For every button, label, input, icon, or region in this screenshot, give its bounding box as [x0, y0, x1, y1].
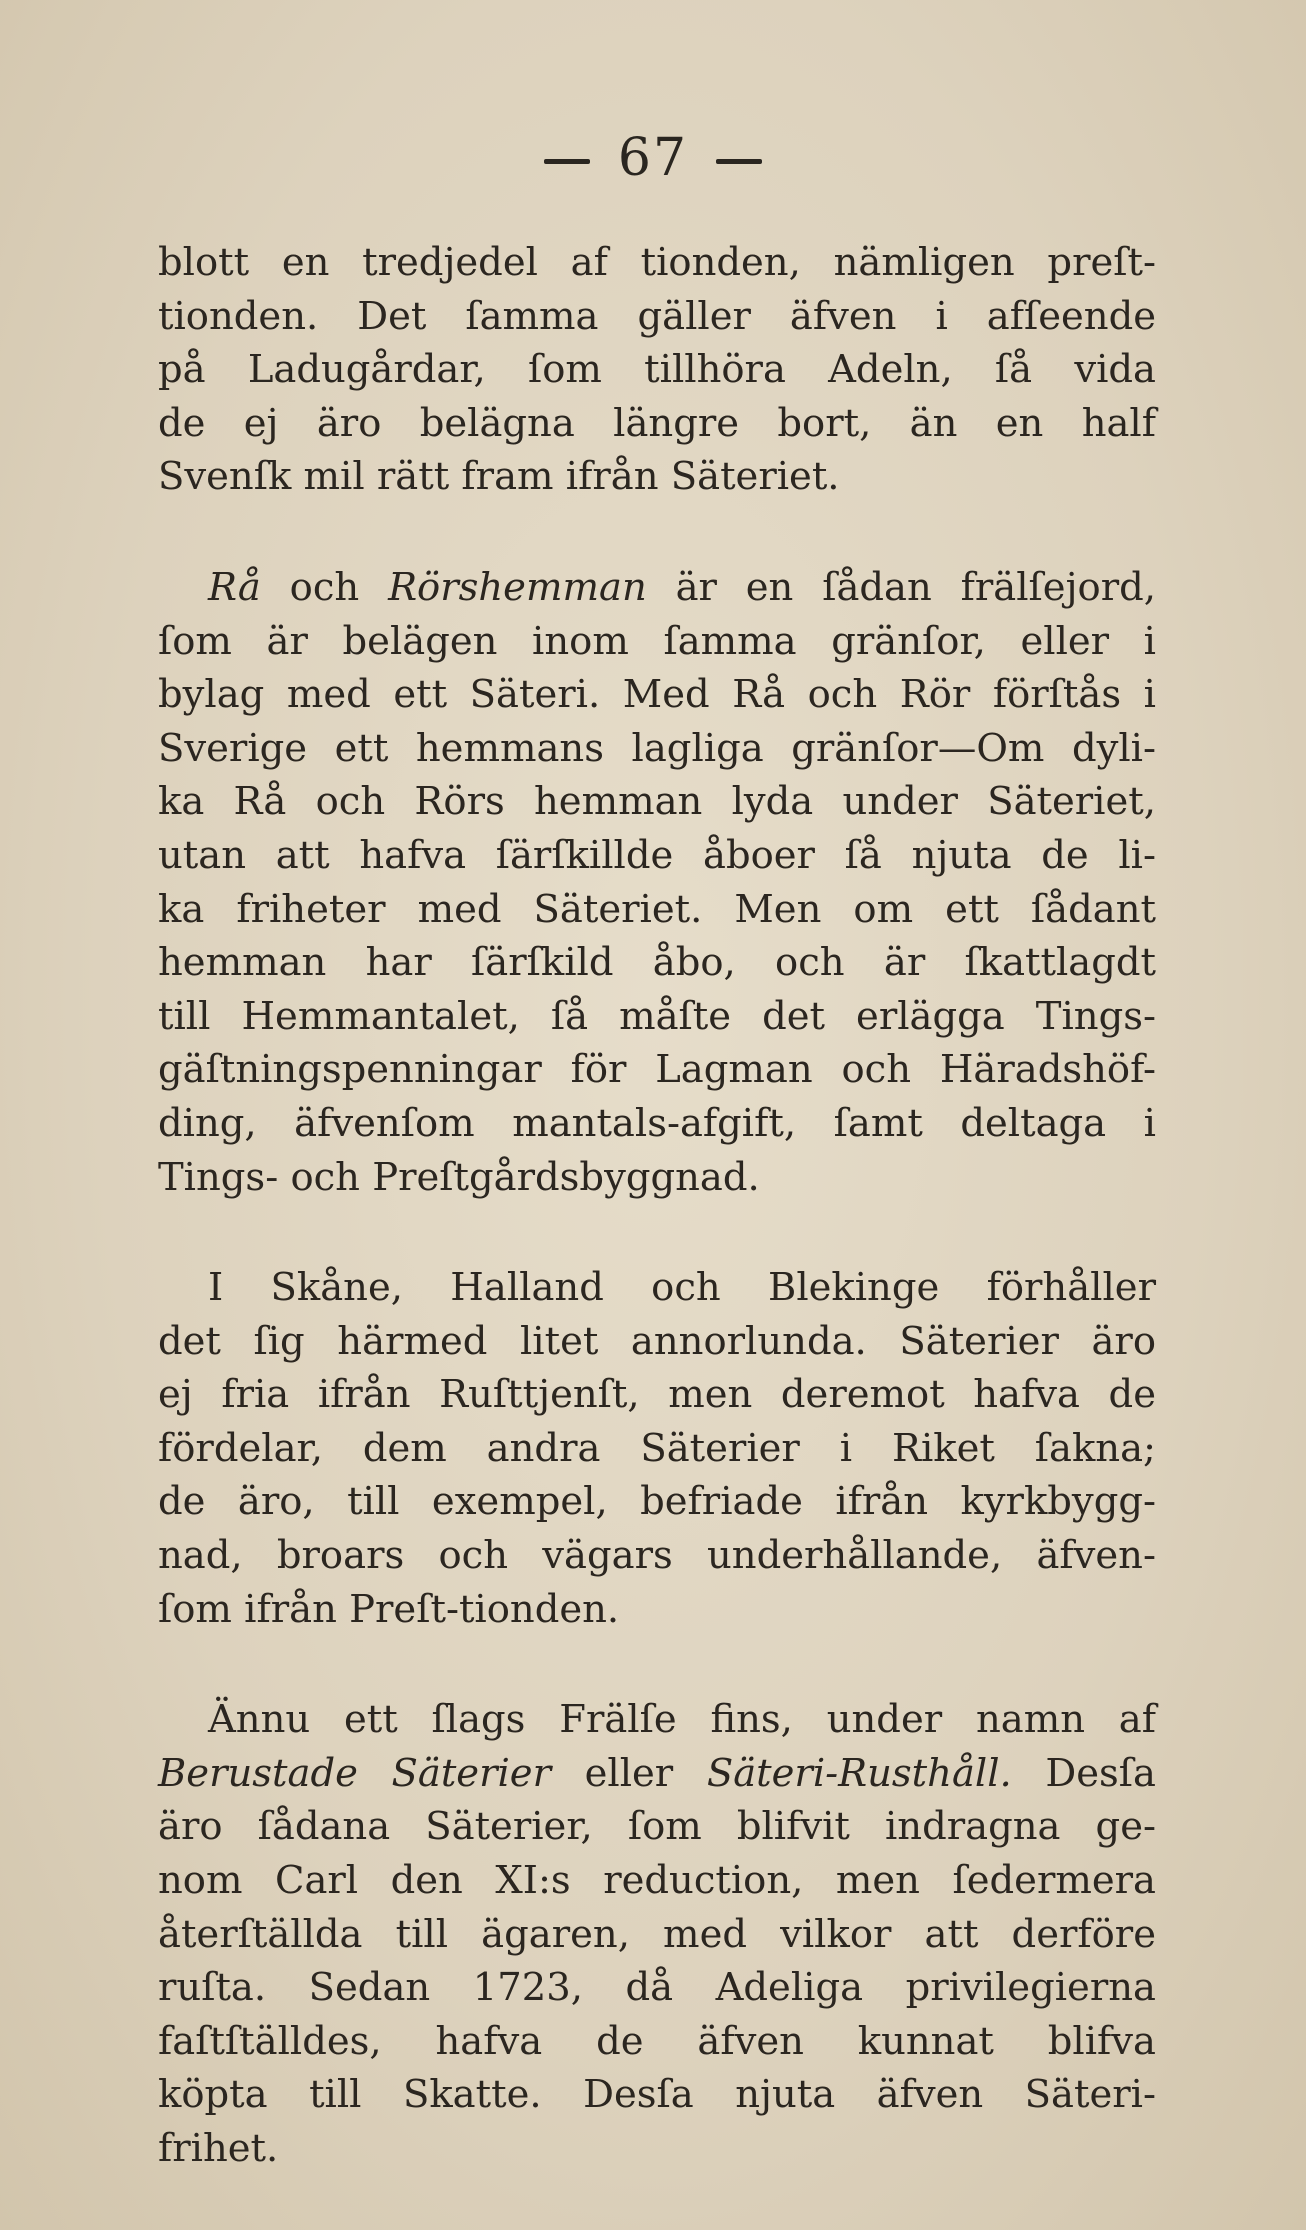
text-line: fördelar, dem andra Säterier i Riket ſakna; — [158, 1425, 1156, 1471]
paragraph-4 — [158, 1693, 1156, 2175]
text-line: det ſig härmed litet annorlunda. Säterier äro — [158, 1318, 1156, 1364]
paragraph-1 — [158, 236, 1156, 504]
text-line: de ej äro belägna längre bort, än en half — [158, 400, 1156, 446]
paragraph-2 — [158, 561, 1156, 1204]
text-segment: och — [260, 564, 389, 610]
text-line: nad, broars och vägars underhållande, äfven- — [158, 1533, 1156, 1579]
text-line: faſtſtälldes, hafva de äfven kunnat blifva — [158, 2018, 1156, 2064]
term-rorshemman: Rörshemman — [388, 564, 647, 610]
text-line: frihet. — [158, 2126, 279, 2171]
text-line: ka Rå och Rörs hemman lyda under Säteriet, — [158, 779, 1156, 825]
text-line: ej fria ifrån Ruſttjenſt, men deremot hafva de — [158, 1372, 1156, 1418]
text-line: ſom ifrån Preſt-tionden. — [158, 1586, 620, 1632]
text-line: tionden. Det ſamma gäller äfven i afſeende — [158, 293, 1156, 339]
text-line: på Ladugårdar, ſom tillhöra Adeln, ſå vida — [158, 347, 1156, 393]
text-line: Svenſk mil rätt fram ifrån Säteriet. — [158, 454, 840, 500]
text-line: ka friheter med Säteriet. Men om ett ſådant — [158, 886, 1156, 932]
text-line: ruſta. Sedan 1723, då Adeliga privilegierna — [158, 1965, 1156, 2011]
text-line: bylag med ett Säteri. Med Rå och Rör förſtås i — [158, 672, 1156, 718]
header-dash-right — [716, 159, 762, 164]
text-line: nom Carl den XI:s reduction, men ſedermera — [158, 1858, 1156, 1904]
text-line: I Skåne, Halland och Blekinge förhåller — [208, 1265, 1156, 1311]
text-line — [158, 1747, 1156, 1801]
text-line: ding, äfvenſom mantals-afgift, ſamt deltaga i — [158, 1100, 1156, 1146]
term-ra: Rå — [208, 564, 261, 610]
text-line: gäſtningspenningar för Lagman och Häradshöf- — [158, 1047, 1156, 1093]
text-line: ſom är belägen inom ſamma gränſor, eller i — [158, 618, 1156, 664]
text-line — [158, 561, 1156, 615]
text-line: köpta till Skatte. Desſa njuta äfven Säteri- — [158, 2072, 1156, 2118]
text-line: Tings- och Preſtgårdsbyggnad. — [158, 1154, 760, 1200]
text-line: äro ſådana Säterier, ſom blifvit indragna ge- — [158, 1804, 1156, 1850]
body-text — [158, 236, 1156, 2176]
text-line: till Hemmantalet, ſå måſte det erlägga Tings- — [158, 993, 1156, 1039]
text-line: återſtällda till ägaren, med vilkor att derföre — [158, 1911, 1156, 1957]
text-line: blott en tredjedel af tionden, nämligen preſt- — [158, 240, 1156, 285]
page-number: 67 — [617, 128, 689, 188]
text-segment: Desſa — [1011, 1750, 1156, 1796]
term-sateri-rusthall: Säteri-Rusthåll. — [706, 1750, 1012, 1796]
text-segment: eller — [551, 1750, 707, 1796]
text-line: hemman har ſärſkild åbo, och är ſkattlagdt — [158, 940, 1156, 986]
page-header — [0, 128, 1306, 188]
text-line: de äro, till exempel, befriade ifrån kyrkbygg- — [158, 1479, 1156, 1525]
text-line: Sverige ett hemmans lagliga gränſor—Om dyli- — [158, 725, 1156, 771]
paragraph-3 — [158, 1261, 1156, 1636]
text-line: utan att hafva ſärſkillde åboer ſå njuta de li- — [158, 832, 1156, 878]
term-berustade-saterier: Berustade Säterier — [158, 1750, 551, 1796]
header-dash-left — [544, 159, 590, 164]
text-line: Ännu ett ſlags Frälſe fins, under namn af — [208, 1697, 1156, 1743]
text-segment: är en ſådan frälſejord, — [646, 564, 1156, 610]
